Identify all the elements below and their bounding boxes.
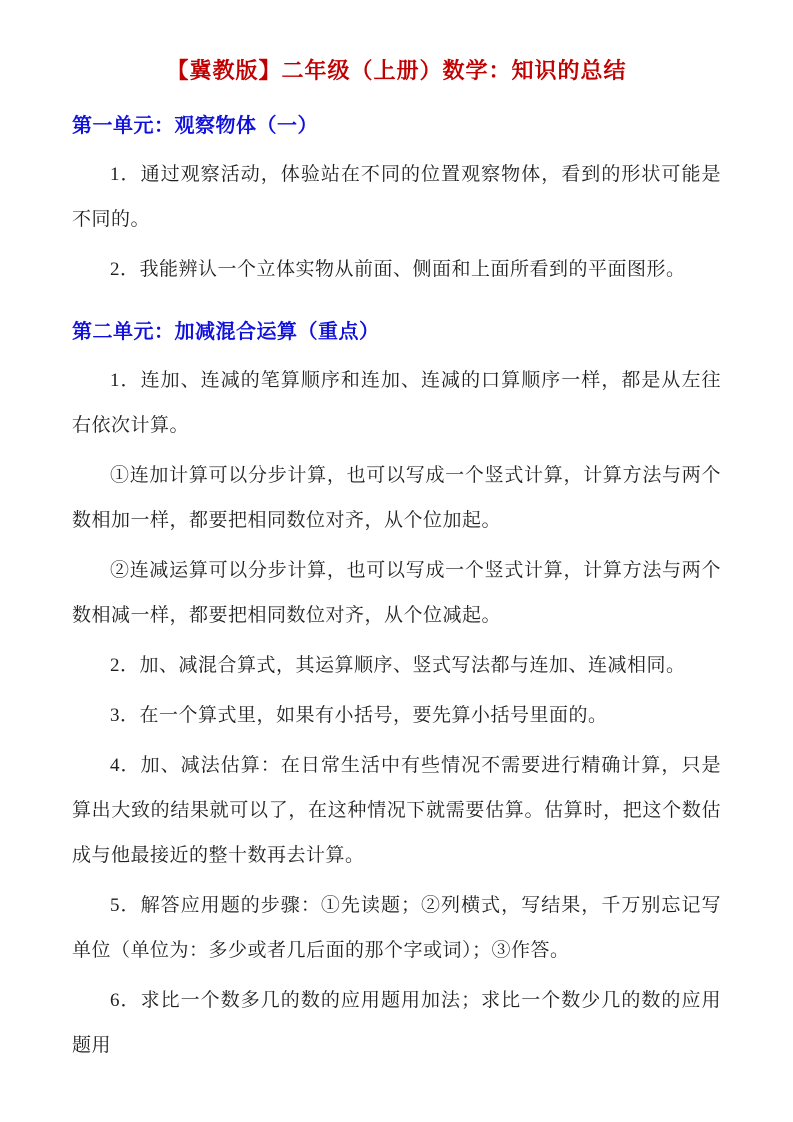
section-2-heading: 第二单元：加减混合运算（重点） [72,321,380,343]
paragraph: 6．求比一个数多几的数的应用题用加法；求比一个数少几的数的应用题用 [72,990,721,1056]
section-unit-1 [72,112,721,292]
paragraph: 1．通过观察活动，体验站在不同的位置观察物体，看到的形状可能是不同的。 [72,164,721,230]
paragraph: 3．在一个算式里，如果有小括号，要先算小括号里面的。 [110,705,608,726]
paragraph: 5．解答应用题的步骤：①先读题；②列横式，写结果，千万别忘记写单位（单位为：多少或者几后面的那个字或词）；③作答。 [72,895,721,961]
paragraph: 4．加、减法估算：在日常生活中有些情况不需要进行精确计算，只是算出大致的结果就可以了，在这种情况下就需要估算。估算时，把这个数估成与他最接近的整十数再去计算。 [72,755,721,866]
paragraph: 2．我能辨认一个立体实物从前面、侧面和上面所看到的平面图形。 [110,259,686,280]
paragraph: 1．连加、连减的笔算顺序和连加、连减的口算顺序一样，都是从左往右依次计算。 [72,370,721,436]
paragraph: ②连减运算可以分步计算，也可以写成一个竖式计算，计算方法与两个数相减一样，都要把相同数位对齐，从个位减起。 [72,560,721,626]
section-1-heading: 第一单元：观察物体（一） [72,115,318,137]
document-title: 【冀教版】二年级（上册）数学：知识的总结 [166,58,627,83]
paragraph: ①连加计算可以分步计算，也可以写成一个竖式计算，计算方法与两个数相加一样，都要把相同数位对齐，从个位加起。 [72,465,721,531]
paragraph: 2．加、减混合算式，其运算顺序、竖式写法都与连加、连减相同。 [110,655,686,676]
section-unit-2 [72,318,721,1068]
